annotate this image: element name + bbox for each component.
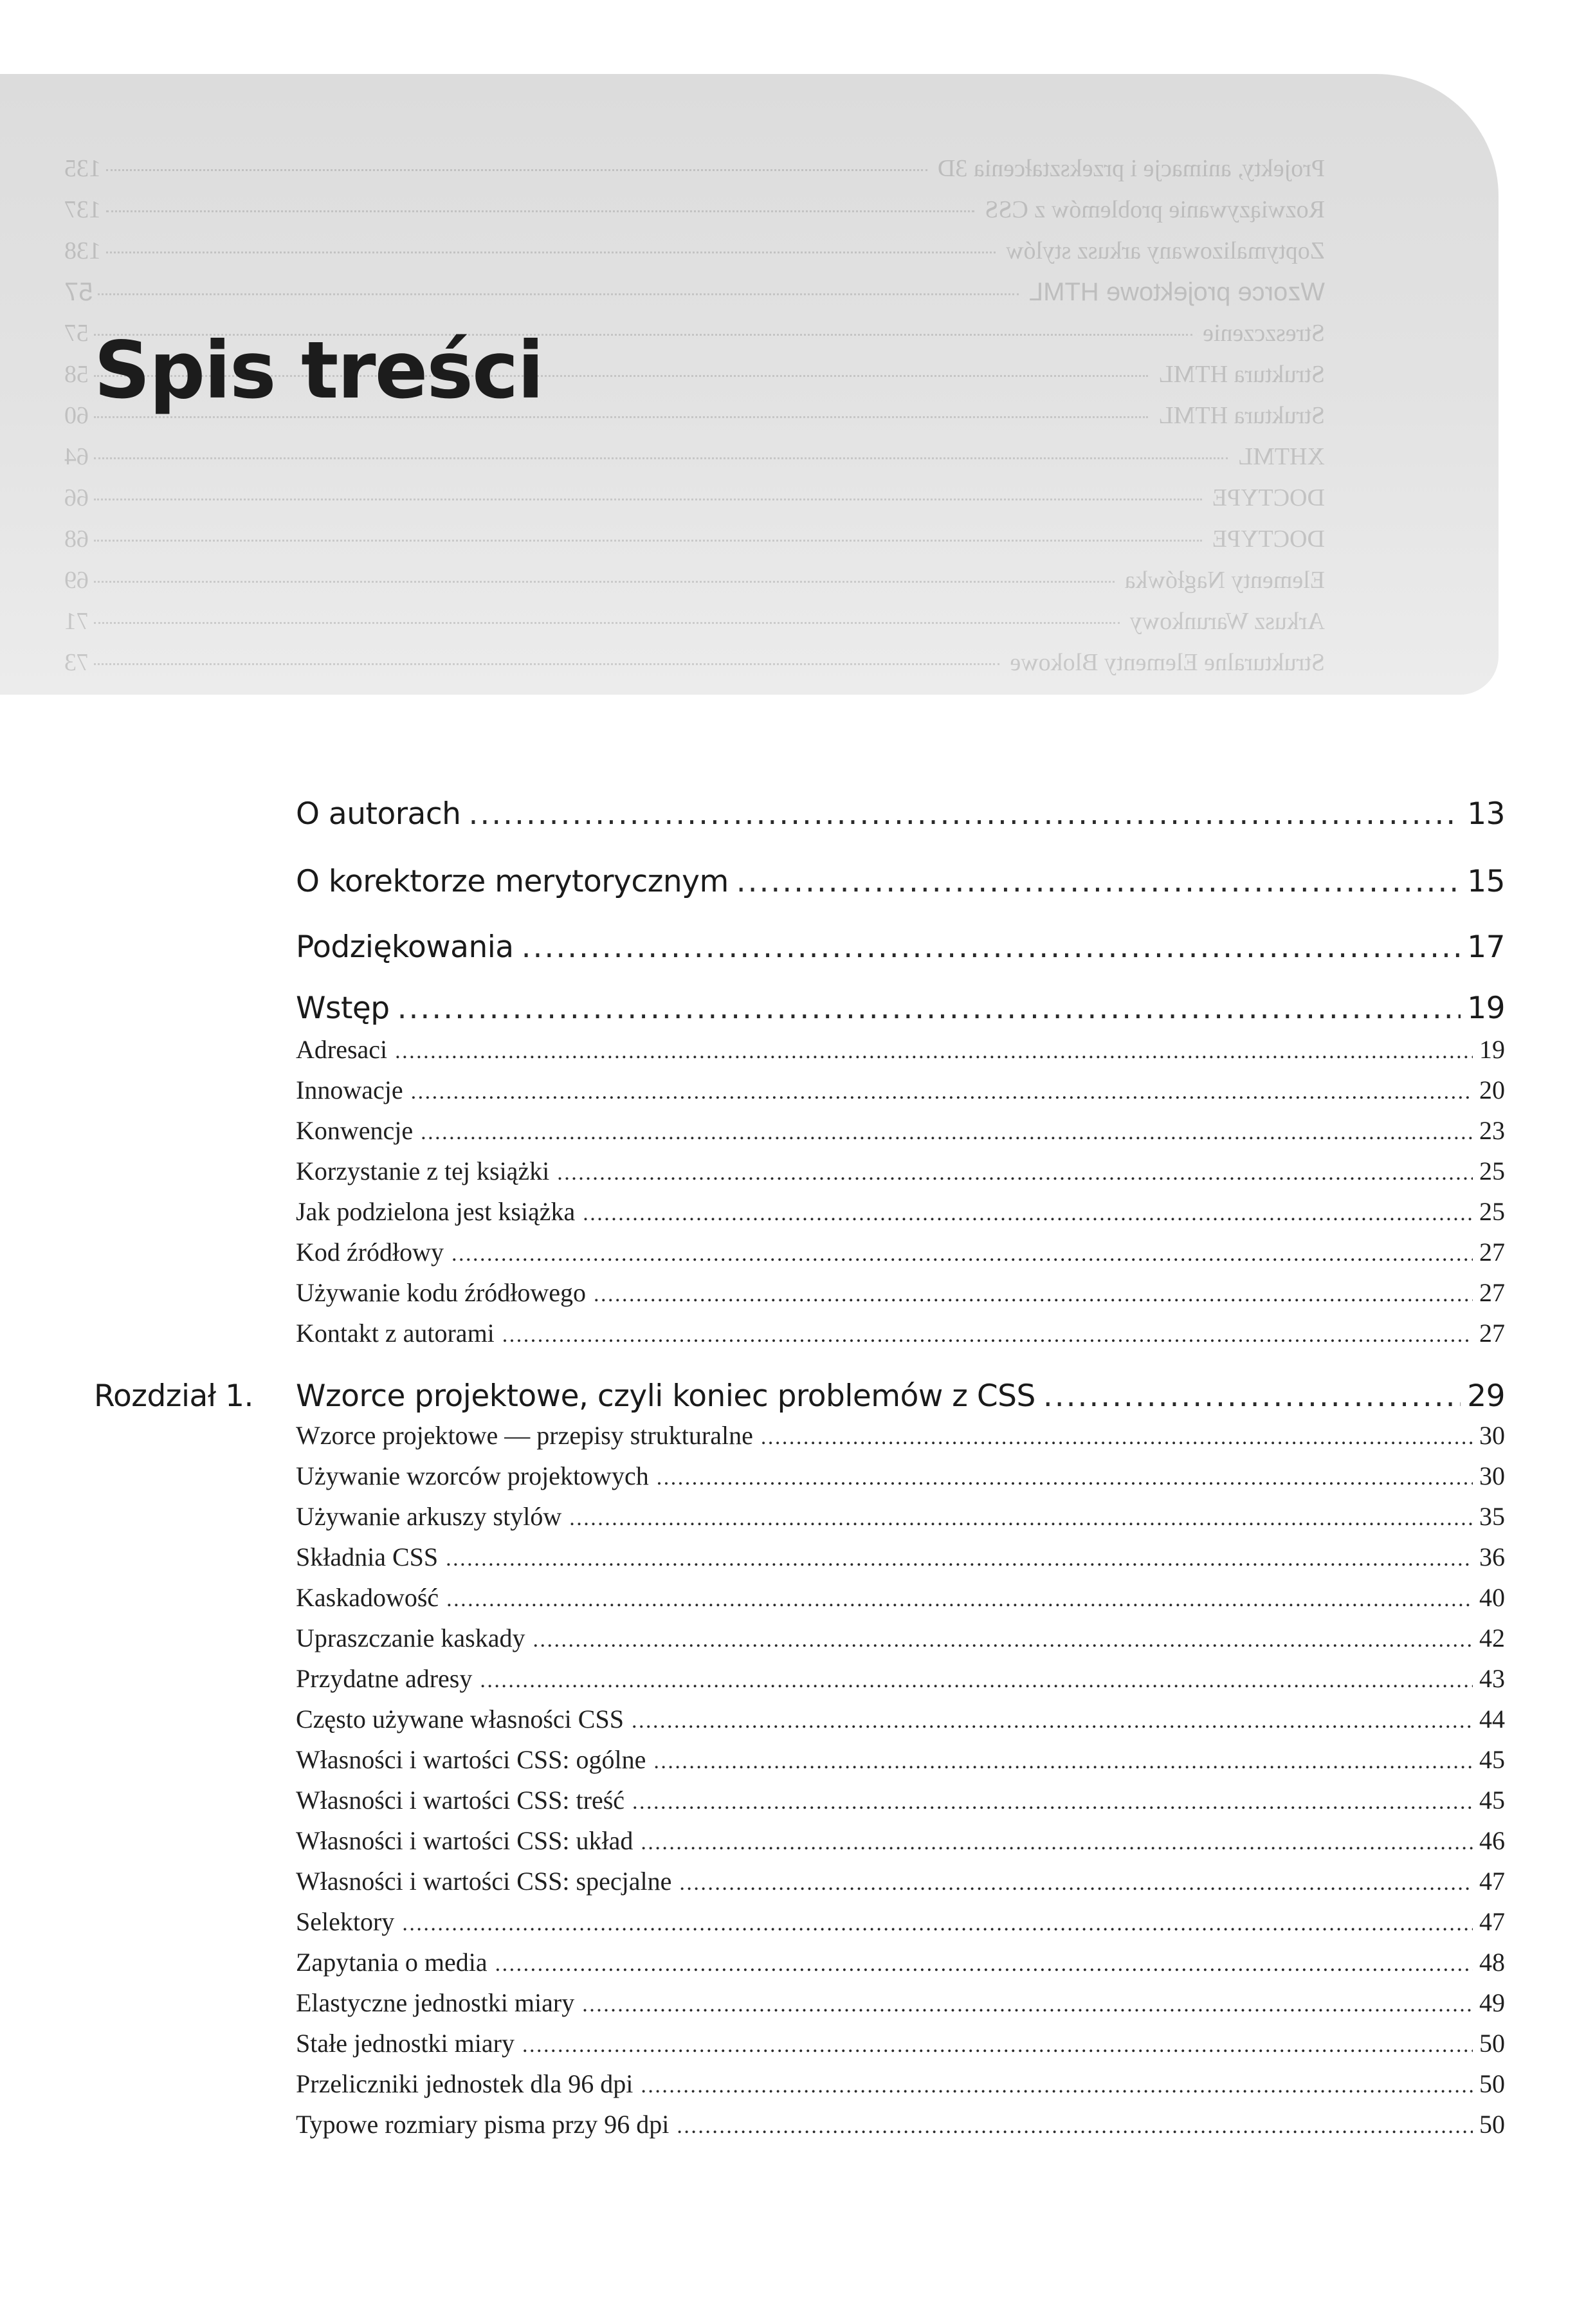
toc-subentry-page: 45 [1479,1745,1505,1774]
toc-entry-acknowledgements[interactable] [296,929,1505,965]
toc-subentry-page: 50 [1479,2069,1505,2098]
dot-leader [583,1202,1473,1226]
ghost-line-label: Rozwiązywanie problemów z CSS [985,196,1325,223]
ghost-line-label: Zoptymalizowany arkusz stylów [1005,237,1325,264]
toc-subentry-page: 30 [1479,1421,1505,1450]
toc-subentry-label: Używanie arkuszy stylów [296,1502,562,1531]
dot-leader [395,1039,1473,1064]
ghost-line-label: Struktura HTML [1158,361,1325,388]
ghost-line-page: 138 [64,237,101,264]
ghost-line-page: 137 [64,196,101,223]
ghost-line [64,566,1325,607]
ghost-line-page: 57 [64,278,93,306]
toc-entry-page: 19 [1467,991,1505,1026]
toc-subentry-label: Upraszczanie kaskady [296,1624,525,1652]
dot-leader [569,1506,1473,1531]
ghost-line-label: DOCTYPE [1212,526,1325,553]
toc-entry-label: O korektorze merytorycznym [296,864,729,899]
ghost-line [64,443,1325,484]
ghost-line [64,525,1325,566]
toc-subentry[interactable] [296,1156,1505,1186]
toc-subentry-label: Stałe jednostki miary [296,2029,515,2058]
dot-leader [451,1242,1473,1267]
toc-subentry-label: Składnia CSS [296,1542,439,1571]
dot-leader [480,1669,1473,1693]
toc-subentry[interactable] [296,1237,1505,1267]
toc-subentry-page: 19 [1479,1035,1505,1064]
toc-subentry-page: 25 [1479,1157,1505,1185]
toc-entry-label: Wzorce projektowe, czyli koniec problemów z CSS [296,1378,1035,1414]
dot-leader [522,929,1461,965]
toc-subentry-label: Zapytania o media [296,1948,488,1977]
toc-subentry-page: 40 [1479,1583,1505,1612]
dot-leader [1043,1378,1461,1414]
dot-leader [641,2074,1473,2098]
toc-subentry[interactable] [296,1034,1505,1065]
dot-leader [533,1628,1473,1652]
toc-subentry[interactable] [296,1582,1505,1613]
toc-subentry-label: Własności i wartości CSS: specjalne [296,1867,672,1896]
dot-leader [502,1323,1473,1348]
ghost-line-page: 73 [64,649,89,676]
ghost-line [64,607,1325,648]
ghost-line-page: 69 [64,567,89,594]
toc-subentry-page: 48 [1479,1948,1505,1977]
toc-subentry[interactable] [296,1947,1505,1977]
ghost-line [64,278,1325,319]
toc-entry-label: Wstęp [296,991,390,1026]
toc-subentry-page: 49 [1479,1988,1505,2017]
toc-subentry[interactable] [296,1501,1505,1532]
ghost-line-label: Streszczenie [1203,320,1325,347]
toc-subentry[interactable] [296,1988,1505,2018]
toc-subentry-label: Adresaci [296,1035,388,1064]
toc-subentry-label: Używanie wzorców projektowych [296,1461,649,1490]
ghost-line [64,237,1325,278]
ghost-line-label: Struktura HTML [1158,402,1325,429]
toc-subentry-label: Używanie kodu źródłowego [296,1278,586,1307]
toc-subentry-label: Przydatne adresy [296,1664,473,1693]
dot-leader [397,991,1461,1026]
toc-subentry-page: 25 [1479,1197,1505,1226]
ghost-line-label: Strukturalne Elementy Blokowe [1010,649,1325,676]
toc-subentry-page: 44 [1479,1705,1505,1734]
toc-subentry-label: Często używane własności CSS [296,1705,624,1734]
toc-entry-page: 29 [1467,1378,1505,1414]
toc-entry-chapter-1[interactable] [296,1378,1505,1414]
dot-leader [446,1547,1473,1571]
ghost-line-label: Wzorce projektowe HTML [1028,278,1325,306]
dot-leader [421,1121,1473,1145]
toc-subentry-label: Własności i wartości CSS: układ [296,1826,633,1855]
toc-entry-label: O autorach [296,796,461,832]
toc-subentry[interactable] [296,1785,1505,1815]
dot-leader [446,1587,1473,1612]
dot-leader [632,1790,1473,1815]
ghost-line-page: 57 [64,320,89,347]
toc-subentry-page: 27 [1479,1319,1505,1348]
toc-subentry-label: Kontakt z autorami [296,1319,495,1348]
toc-entry-page: 15 [1467,864,1505,899]
toc-subentry[interactable] [296,1075,1505,1105]
dot-leader [402,1912,1473,1936]
ghost-line [64,484,1325,525]
dot-leader [495,1952,1473,1977]
toc-subentry[interactable] [296,1663,1505,1694]
toc-subentry-page: 42 [1479,1624,1505,1652]
toc-subentry-label: Własności i wartości CSS: treść [296,1786,625,1815]
toc-subentry-page: 36 [1479,1542,1505,1571]
toc-subentry-label: Wzorce projektowe — przepisy strukturalne [296,1421,753,1450]
dot-leader [657,1466,1473,1490]
toc-subentry-label: Korzystanie z tej książki [296,1157,550,1185]
dot-leader [594,1283,1473,1307]
ghost-line-page: 66 [64,484,89,511]
toc-entry-label: Podziękowania [296,929,514,965]
toc-subentry-page: 50 [1479,2029,1505,2058]
toc-subentry-label: Innowacje [296,1075,403,1104]
dot-leader [641,1831,1473,1855]
toc-subentry-page: 23 [1479,1116,1505,1145]
toc-subentry[interactable] [296,1461,1505,1491]
ghost-line-page: 135 [64,155,101,182]
dot-leader [632,1709,1473,1734]
toc-subentry-page: 47 [1479,1867,1505,1896]
ghost-line-label: DOCTYPE [1212,484,1325,511]
toc-subentry-page: 43 [1479,1664,1505,1693]
toc-subentry-page: 46 [1479,1826,1505,1855]
toc-subentry-page: 45 [1479,1786,1505,1815]
ghost-line-page: 64 [64,443,89,470]
ghost-line-label: Elementy Nagłówka [1124,567,1325,594]
toc-subentry[interactable] [296,1542,1505,1572]
dot-leader [557,1161,1473,1185]
toc-subentry[interactable] [296,1318,1505,1348]
toc-subentry-page: 47 [1479,1907,1505,1936]
toc-entry-technical-reviewer[interactable] [296,864,1505,899]
dot-leader [736,864,1461,899]
ghost-line-label: Projekty, animacje i przekształcenia 3D [937,155,1325,182]
ghost-line [64,196,1325,237]
ghost-line-label: Arkusz Warunkowy [1129,608,1325,635]
toc-subentry[interactable] [296,2028,1505,2058]
toc-subentry-label: Typowe rozmiary pisma przy 96 dpi [296,2110,670,2139]
toc-subentry[interactable] [296,1277,1505,1308]
toc-subentry[interactable] [296,1825,1505,1856]
toc-subentry-label: Przeliczniki jednostek dla 96 dpi [296,2069,633,2098]
toc-entry-introduction[interactable] [296,991,1505,1026]
toc-subentry-label: Własności i wartości CSS: ogólne [296,1745,646,1774]
dot-leader [582,1993,1473,2017]
toc-subentry[interactable] [296,1623,1505,1653]
toc-subentry-label: Kaskadowość [296,1583,439,1612]
dot-leader [522,2033,1473,2058]
dot-leader [468,796,1461,832]
toc-subentry-page: 30 [1479,1461,1505,1490]
ghost-line [64,648,1325,690]
toc-subentry[interactable] [296,1866,1505,1896]
toc-subentry[interactable] [296,1196,1505,1227]
ghost-line-page: 71 [64,608,89,635]
page-title: Spis treści [94,325,543,416]
toc-subentry-page: 27 [1479,1238,1505,1267]
ghost-line-page: 60 [64,402,89,429]
toc-subentry[interactable] [296,1744,1505,1775]
chapter-number: Rozdział 1. [94,1378,253,1414]
dot-leader [677,2114,1473,2139]
toc-entry-about-authors[interactable] [296,796,1505,832]
toc-subentry-label: Selektory [296,1907,395,1936]
toc-subentry[interactable] [296,2069,1505,2099]
ghost-line-page: 58 [64,361,89,388]
ghost-line-page: 68 [64,526,89,553]
toc-entry-page: 13 [1467,796,1505,832]
toc-subentry[interactable] [296,1704,1505,1734]
dot-leader [653,1750,1473,1774]
toc-subentry-page: 35 [1479,1502,1505,1531]
toc-subentry-page: 20 [1479,1075,1505,1104]
toc-subentry[interactable] [296,1115,1505,1146]
toc-subentry-page: 27 [1479,1278,1505,1307]
toc-subentry-page: 50 [1479,2110,1505,2139]
toc-subentry[interactable] [296,1907,1505,1937]
toc-subentry[interactable] [296,1420,1505,1450]
dot-leader [411,1080,1473,1104]
toc-subentry-label: Kod źródłowy [296,1238,444,1267]
toc-subentry[interactable] [296,2109,1505,2139]
ghost-line-label: XHTML [1237,443,1325,470]
show-through-previous-page [64,154,1325,690]
dot-leader [761,1425,1473,1450]
ghost-line [64,154,1325,196]
toc-subentry-label: Konwencje [296,1116,414,1145]
dot-leader [679,1871,1473,1896]
toc-entry-page: 17 [1467,929,1505,965]
toc-subentry-label: Jak podzielona jest książka [296,1197,576,1226]
toc-subentry-label: Elastyczne jednostki miary [296,1988,575,2017]
